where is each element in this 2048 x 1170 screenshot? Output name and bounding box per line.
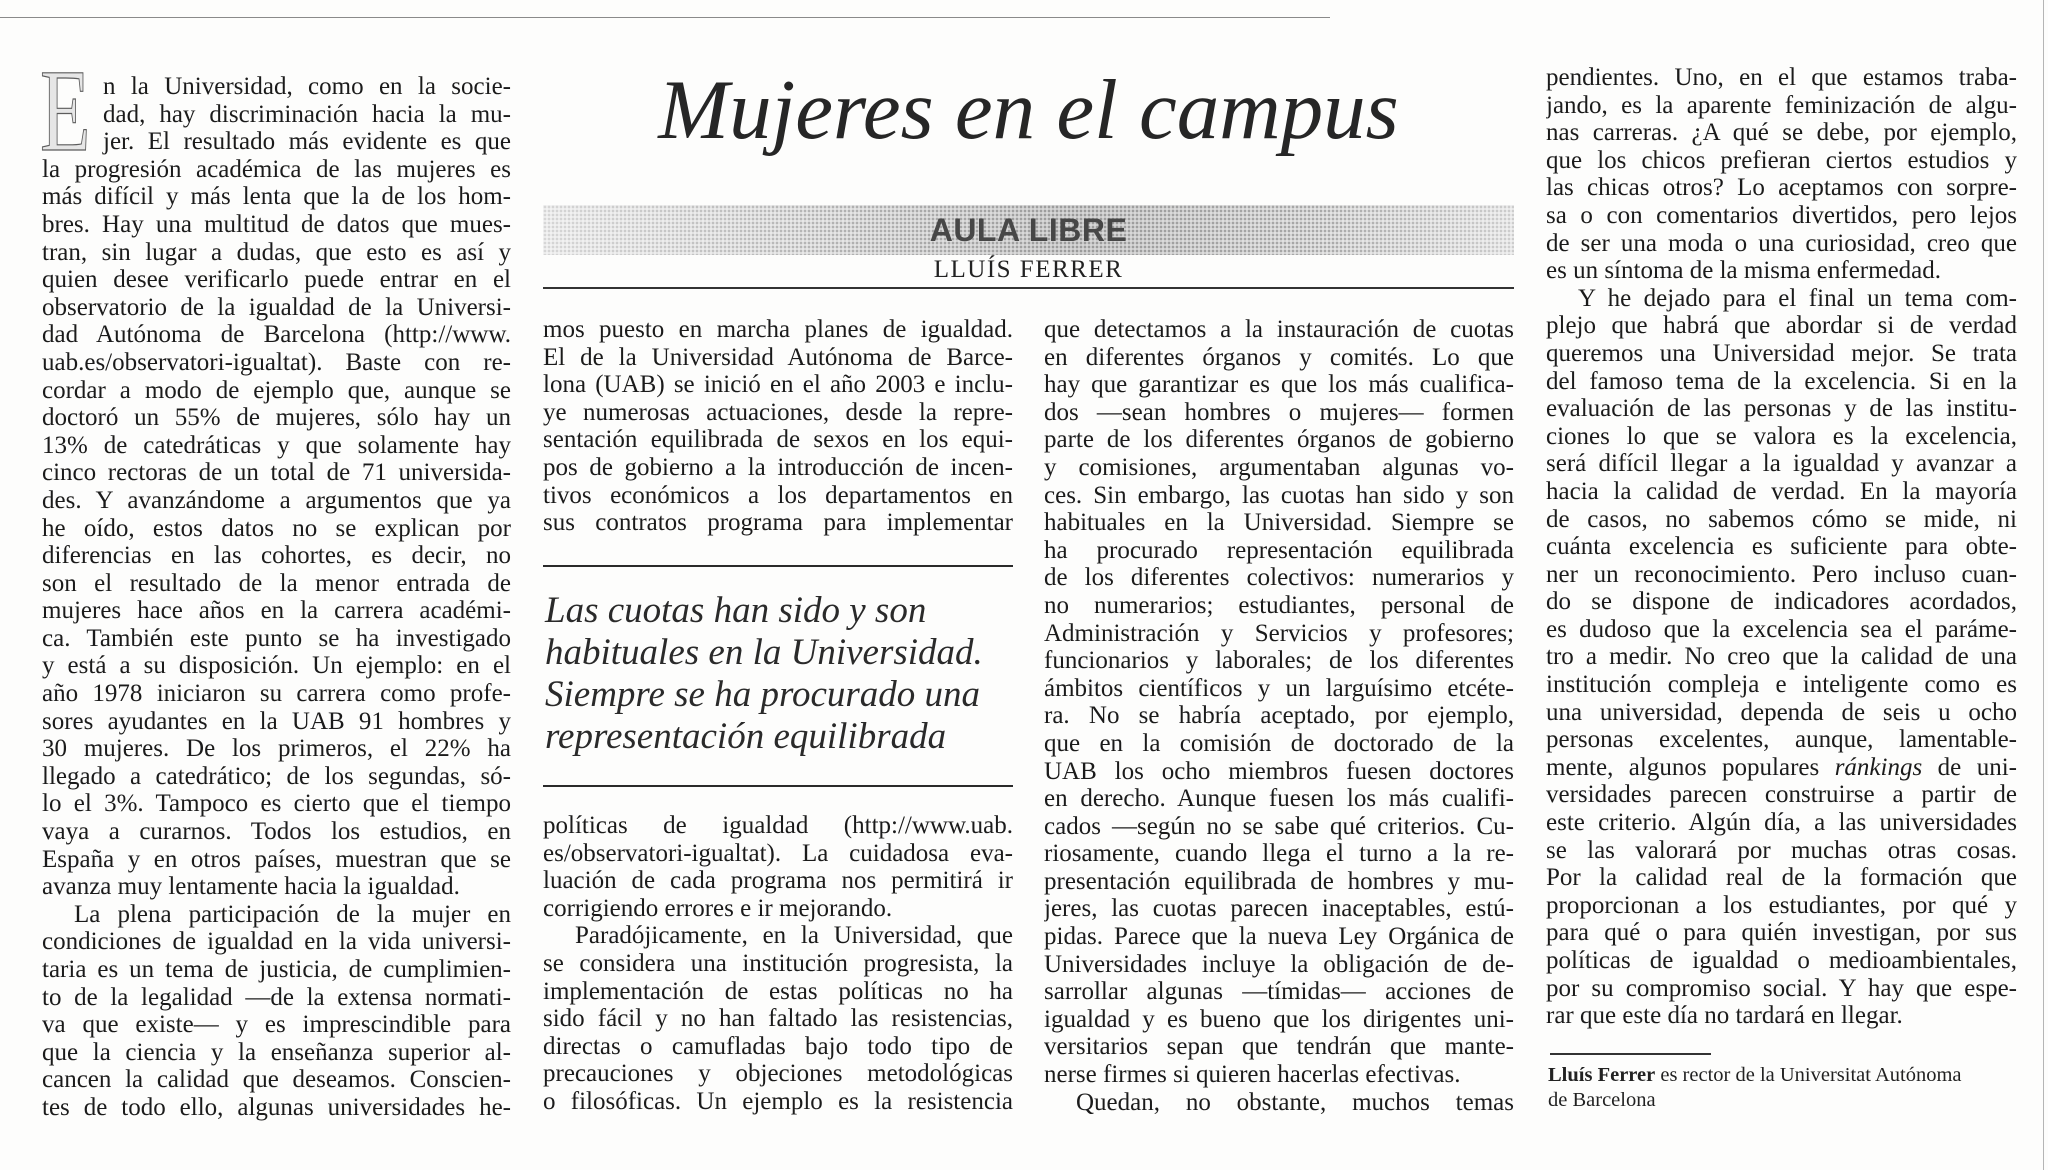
text-line: La plena participación de la mujer en — [74, 900, 511, 928]
text-line: se considera una institución progresista, la — [543, 949, 1013, 977]
column-3 — [1044, 316, 1514, 1116]
text-line: plejo que habrá que abordar si de verdad — [1546, 312, 2017, 340]
text-line: riosamente, cuando llega el turno a la re- — [1044, 840, 1514, 868]
text-line: jando, es la aparente feminización de algu- — [1546, 91, 2017, 119]
text-line: funcionarios y laborales; de los diferentes — [1044, 647, 1514, 675]
text-line: jeres, las cuotas parecen inaceptables, estú- — [1044, 895, 1514, 923]
text-line: Paradójicamente, en la Universidad, que — [575, 922, 1013, 950]
text-line: va que existe— y es imprescindible para — [42, 1011, 511, 1039]
text-line: tran, sin lugar a dudas, que esto es así y — [42, 238, 511, 266]
text-line: presentación equilibrada de hombres y mu- — [1044, 867, 1514, 895]
text-line: El de la Universidad Autónoma de Barce- — [543, 343, 1013, 371]
text-line: en derecho. Aunque fuesen los más cualifi- — [1044, 785, 1514, 813]
text-line: corrigiendo errores e ir mejorando. — [543, 894, 893, 922]
text-line: ces. Sin embargo, las cuotas han sido y son — [1044, 481, 1514, 509]
text-line: pos de gobierno a la introducción de incen- — [543, 453, 1013, 481]
text-line: que en la comisión de doctorado de la — [1044, 729, 1514, 757]
text-line: directas o camufladas bajo todo tipo de — [543, 1032, 1013, 1060]
text-line: Quedan, no obstante, muchos temas — [1076, 1088, 1514, 1116]
text-line: implementación de estas políticas no ha — [543, 977, 1013, 1005]
text-line: pendientes. Uno, en el que estamos traba- — [1546, 64, 2017, 91]
text-line: igualdad y es bueno que los dirigentes uni- — [1044, 1005, 1514, 1033]
text-line: será difícil llegar a la igualdad y avanzar a — [1546, 450, 2017, 478]
text-line: jer. El resultado más evidente es que — [103, 128, 511, 156]
header-rule — [543, 287, 1514, 289]
text-line: y comisiones, argumentaban algunas vo- — [1044, 453, 1514, 481]
text-line: evaluación de las personas y de las institu- — [1546, 395, 2017, 423]
paragraph — [1546, 285, 2017, 1030]
paragraph — [543, 812, 1013, 922]
byline-role-continued: de Barcelona — [1548, 1089, 1656, 1111]
text-line: rar que este día no tardará en llegar. — [1546, 1002, 1903, 1030]
pull-quote-rule-top — [543, 565, 1013, 567]
text-line: cancen la calidad que deseamos. Conscien- — [42, 1066, 511, 1094]
text-line: tivos económicos a los departamentos en — [543, 481, 1013, 509]
text-line: España y en otros países, muestran que se — [42, 845, 511, 873]
paragraph — [1546, 64, 2017, 285]
text-line: sores ayudantes en la UAB 91 hombres y — [42, 707, 511, 735]
text-line: vaya a curarnos. Todos los estudios, en — [42, 818, 511, 846]
section-banner — [543, 205, 1514, 255]
article-title: Mujeres en el campus — [658, 63, 1399, 157]
text-line: la progresión académica de las mujeres es — [42, 155, 511, 183]
text-line: UAB los ocho miembros fuesen doctores — [1044, 757, 1514, 785]
pull-quote-line: Las cuotas han sido y son — [545, 590, 927, 631]
text-line: por su compromiso social. Y hay que espe- — [1546, 974, 2017, 1002]
text-line: lo el 3%. Tampoco es cierto que el tiempo — [42, 790, 511, 818]
text-line: sa o con comentarios divertidos, pero lejos — [1546, 201, 2017, 229]
text-line: es dudoso que la excelencia sea el paráme- — [1546, 615, 2017, 643]
byline-line — [1548, 1088, 2018, 1113]
paragraph — [42, 901, 511, 1122]
paragraph — [543, 922, 1013, 1115]
column-2-upper — [543, 316, 1013, 537]
text-line: 13% de catedráticas y que solamente hay — [42, 431, 511, 459]
text-line: dad, hay discriminación hacia la mu- — [103, 100, 511, 128]
pull-quote — [545, 590, 1013, 758]
pull-quote-line: representación equilibrada — [545, 716, 947, 757]
text-line: este criterio. Algún día, a las universidades — [1546, 809, 2017, 837]
text-line: taria es un tema de justicia, de cumplimien- — [42, 956, 511, 983]
text-line: institución compleja e inteligente como es — [1546, 671, 2017, 699]
text-line: ciones lo que se valora es la excelencia, — [1546, 422, 2017, 450]
text-line: y está a su disposición. Un ejemplo: en el — [42, 652, 511, 680]
pull-quote-rule-bottom — [543, 785, 1013, 787]
text-line: es/observatori-igualtat). La cuidadosa eva- — [543, 839, 1013, 867]
pull-quote-line: habituales en la Universidad. — [545, 632, 983, 673]
text-line: tes de todo ello, algunas universidades he- — [42, 1093, 511, 1121]
text-line: en diferentes órganos y comités. Lo que — [1044, 343, 1514, 371]
text-line: o filosóficas. Un ejemplo es la resistencia — [543, 1087, 1013, 1115]
text-line: parte de los diferentes órganos de gobierno — [1044, 426, 1514, 454]
text-line: del famoso tema de la excelencia. Si en la — [1546, 367, 2017, 395]
byline-role: es rector de la Universitat Autónoma — [1660, 1064, 1962, 1086]
text-line: dad Autónoma de Barcelona (http://www. — [42, 321, 511, 349]
text-line: no numerarios; estudiantes, personal de — [1044, 591, 1514, 619]
text-line: hacia la calidad de verdad. En la mayoría — [1546, 477, 2017, 505]
text-line: hay que garantizar es que los más cualifica- — [1044, 371, 1514, 399]
text-line: de ser una moda o una curiosidad, creo que — [1546, 229, 2017, 257]
text-line: diferencias en las cohortes, es decir, no — [42, 542, 511, 570]
text-line: lona (UAB) se inició en el año 2003 e inclu- — [543, 371, 1013, 399]
text-line — [1546, 754, 2017, 782]
text-line: ha procurado representación equilibrada — [1044, 536, 1514, 564]
text-line: precauciones y objeciones metodológicas — [543, 1060, 1013, 1088]
text-line: Y he dejado para el final un tema com- — [1578, 284, 2017, 312]
text-line: que los chicos prefieran ciertos estudios y — [1546, 146, 2017, 174]
text-line: que detectamos a la instauración de cuotas — [1044, 316, 1514, 343]
paragraph — [1044, 316, 1514, 1089]
text-line: para qué o para quién investigan, por sus — [1546, 919, 2017, 947]
text-line: doctoró un 55% de mujeres, sólo hay un — [42, 404, 511, 432]
text-line: to de la legalidad —de la extensa normati- — [42, 983, 511, 1011]
text-line: versitarios sepan que tendrán que mante- — [1044, 1033, 1514, 1061]
text-line: ra. No se habría aceptado, por ejemplo, — [1044, 702, 1514, 730]
text-line: dos —sean hombres o mujeres— formen — [1044, 398, 1514, 426]
text-line: cinco rectoras de un total de 71 universida- — [42, 459, 511, 487]
text-line: ca. También este punto se ha investigado — [42, 624, 511, 652]
text-line: 30 mujeres. De los primeros, el 22% ha — [42, 735, 511, 763]
text-line: ner un reconocimiento. Pero incluso cuan- — [1546, 560, 2017, 588]
text-line: des. Y avanzándome a argumentos que ya — [42, 486, 511, 514]
top-rule — [0, 17, 1330, 18]
text-line: observatorio de la igualdad de la Universi- — [42, 293, 511, 321]
text-line: bres. Hay una multitud de datos que mues- — [42, 210, 511, 238]
text-line: nerse firmes si quieren hacerlas efectivas. — [1044, 1061, 1461, 1089]
text-line: tro a medir. No creo que la calidad de una — [1546, 643, 2017, 671]
text-line: quien desee verificarlo puede entrar en el — [42, 266, 511, 294]
byline-line — [1548, 1063, 2018, 1088]
text-line: cados —según no se sabe qué criterios. Cu- — [1044, 812, 1514, 840]
text-line: nas carreras. ¿A qué se debe, por ejemplo, — [1546, 119, 2017, 147]
text-line: sido fácil y no han faltado las resistencias, — [543, 1005, 1013, 1033]
text-line: pidas. Parece que la nueva Ley Orgánica de — [1044, 923, 1514, 951]
byline — [1548, 1063, 2018, 1113]
paragraph — [42, 73, 511, 901]
text-line: versidades parecen construirse a partir de — [1546, 781, 2017, 809]
text-line: ámbitos científicos y un larguísimo etcéte- — [1044, 674, 1514, 702]
text-line: se las valorará por muchas otras cosas. — [1546, 836, 2017, 864]
text-line: he oído, estos datos no se explican por — [42, 514, 511, 542]
text-line: Por la calidad real de la formación que — [1546, 864, 2017, 892]
text-line: cordar a modo de ejemplo que, aunque se — [42, 376, 511, 404]
text-line: cuánta excelencia es suficiente para obte- — [1546, 533, 2017, 561]
text-line: una universidad, dependa de seis u ocho — [1546, 698, 2017, 726]
text-line: queremos una Universidad mejor. Se trata — [1546, 339, 2017, 367]
text-line: uab.es/observatori-igualtat). Baste con re- — [42, 348, 511, 376]
author-header: LLUÍS FERRER — [933, 256, 1124, 283]
text-line: llegado a catedrático; de los segundas, só- — [42, 762, 511, 790]
text-line: Universidades incluye la obligación de de- — [1044, 950, 1514, 978]
byline-rule — [1550, 1053, 1711, 1055]
text-line: más difícil y más lenta que la de los hom- — [42, 183, 511, 211]
text-line: sus contratos programa para implementar — [543, 509, 1013, 537]
text-line: Administración y Servicios y profesores; — [1044, 619, 1514, 647]
text-line: n la Universidad, como en la socie- — [103, 73, 511, 100]
paragraph — [1044, 1089, 1514, 1117]
column-1 — [42, 73, 511, 1122]
text-line: de casos, no sabemos cómo se mide, ni — [1546, 505, 2017, 533]
byline-name: Lluís Ferrer — [1548, 1064, 1656, 1086]
text-line: las chicas otros? Lo aceptamos con sorpre- — [1546, 174, 2017, 202]
text-line: habituales en la Universidad. Siempre se — [1044, 509, 1514, 537]
column-2-lower — [543, 812, 1013, 1116]
text-line: do se dispone de indicadores acordados, — [1546, 588, 2017, 616]
text-line: personas excelentes, aunque, lamentable- — [1546, 726, 2017, 754]
text-line: mos puesto en marcha planes de igualdad. — [543, 316, 1013, 343]
text-line: es un síntoma de la misma enfermedad. — [1546, 257, 1942, 285]
pull-quote-line: Siempre se ha procurado una — [545, 674, 981, 715]
text-line: son el resultado de la menor entrada de — [42, 569, 511, 597]
text-line: luación de cada programa nos permitirá ir — [543, 867, 1013, 895]
text-segment: mente, algunos populares — [1546, 753, 1835, 781]
text-line: sarrollar algunas —tímidas— acciones de — [1044, 978, 1514, 1006]
text-line: proporcionan a los estudiantes, por qué y — [1546, 891, 2017, 919]
text-line: avanza muy lentamente hacia la igualdad. — [42, 873, 460, 901]
drop-cap: E — [40, 45, 91, 176]
text-line: políticas de igualdad o medioambientales, — [1546, 947, 2017, 974]
text-line: año 1978 iniciaron su carrera como profe- — [42, 680, 511, 708]
section-label: AULA LIBRE — [929, 212, 1128, 248]
text-line: sentación equilibrada de sexos en los equi- — [543, 426, 1013, 454]
text-line: condiciones de igualdad en la vida universi- — [42, 928, 511, 956]
text-line: ye numerosas actuaciones, desde la repre- — [543, 398, 1013, 426]
text-line: mujeres hace años en la carrera académi- — [42, 597, 511, 625]
text-line: de los diferentes colectivos: numerarios y — [1044, 564, 1514, 592]
text-line: políticas de igualdad (http://www.uab. — [543, 812, 1013, 839]
emphasized-word: ránkings — [1834, 753, 1923, 781]
column-4 — [1546, 64, 2017, 1030]
text-line: que la ciencia y la enseñanza superior al- — [42, 1038, 511, 1066]
text-segment: de uni- — [1922, 753, 2017, 781]
page-edge-line — [2043, 0, 2044, 1170]
paragraph — [543, 316, 1013, 537]
